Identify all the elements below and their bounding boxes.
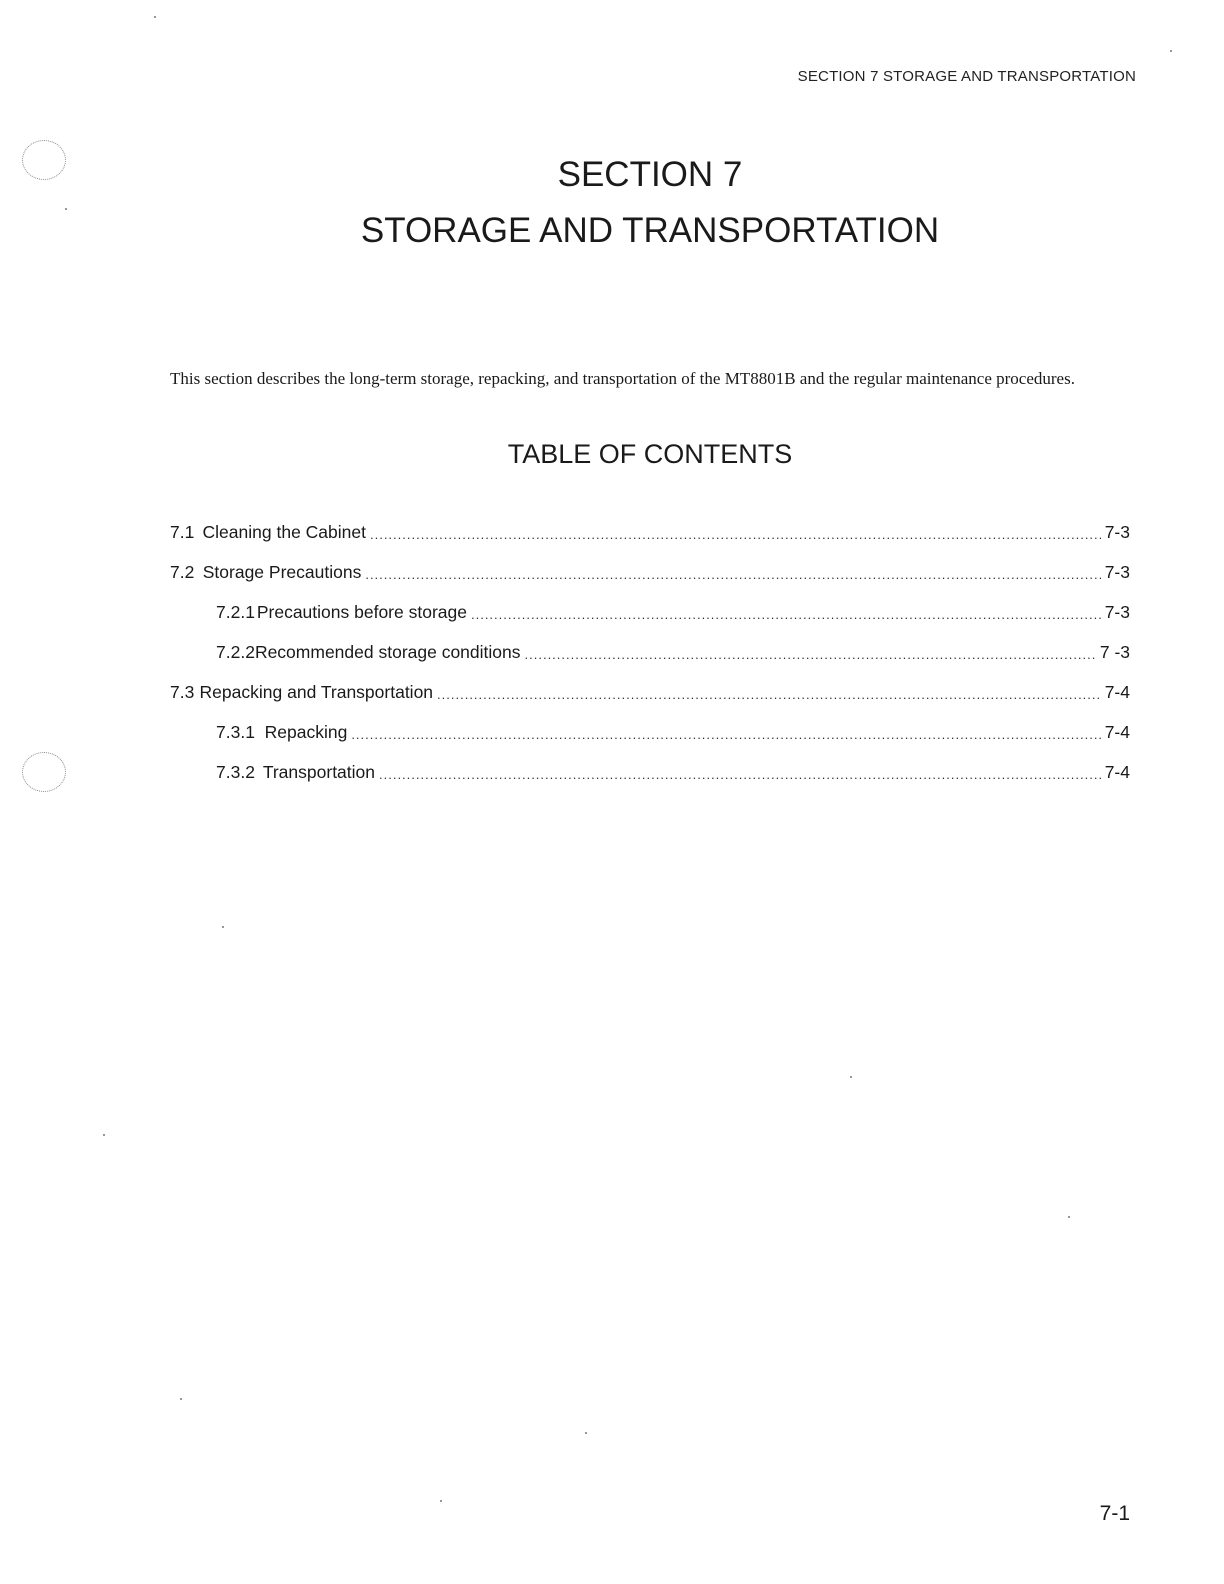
toc-entry-label: Storage Precautions xyxy=(202,561,362,582)
toc-entry-label: Precautions before storage xyxy=(256,601,467,622)
toc-entry-number: 7.2.2 xyxy=(216,641,255,662)
toc-entry-page: 7-4 xyxy=(1104,761,1130,782)
scan-speck xyxy=(585,1432,587,1434)
scan-speck xyxy=(1068,1216,1070,1218)
toc-entry-label: Cleaning the Cabinet xyxy=(202,521,366,542)
title-block xyxy=(0,152,1224,254)
toc-entry-label: Repacking xyxy=(264,721,348,742)
toc-entry-page: 7-3 xyxy=(1104,601,1130,622)
toc-entry-number: 7.2 xyxy=(170,561,195,582)
toc-entry-7-3[interactable] xyxy=(170,672,1130,712)
toc-entry-7-2[interactable] xyxy=(170,552,1130,592)
scan-speck xyxy=(103,1134,105,1136)
toc-entry-page: 7-4 xyxy=(1104,681,1130,702)
toc-entry-number: 7.3.2 xyxy=(216,761,255,782)
scan-speck xyxy=(1170,50,1172,52)
toc-entry-label: Repacking and Transportation xyxy=(199,681,434,702)
scan-speck xyxy=(180,1398,182,1400)
scan-speck xyxy=(222,926,224,928)
toc-entry-7-3-1[interactable] xyxy=(170,712,1130,752)
toc-entry-page: 7 -3 xyxy=(1099,641,1130,662)
toc-entry-7-3-2[interactable] xyxy=(170,752,1130,792)
section-number: SECTION 7 xyxy=(557,155,743,194)
scan-speck xyxy=(440,1500,442,1502)
page-number: 7-1 xyxy=(1099,1502,1130,1525)
scan-punch-hole-mark xyxy=(22,752,66,792)
running-header: SECTION 7 STORAGE AND TRANSPORTATION xyxy=(797,68,1136,85)
toc-leader-dots xyxy=(437,687,1101,702)
toc-entry-7-2-2[interactable] xyxy=(170,632,1130,672)
toc-entry-label: Transportation xyxy=(262,761,375,782)
intro-paragraph: This section describes the long-term storage, repacking, and transportation of the MT8801B and the regular maintenance procedures. xyxy=(170,369,1075,388)
toc-entry-page: 7-3 xyxy=(1104,561,1130,582)
scan-speck xyxy=(850,1076,852,1078)
toc-entry-number: 7.3.1 xyxy=(216,721,255,742)
scan-speck xyxy=(154,16,156,18)
toc-entry-number: 7.3 xyxy=(170,681,195,702)
scan-speck xyxy=(65,208,67,210)
toc-entry-number: 7.1 xyxy=(170,521,195,542)
toc-entry-7-2-1[interactable] xyxy=(170,592,1130,632)
table-of-contents xyxy=(170,512,1130,792)
toc-leader-dots xyxy=(365,567,1100,582)
toc-entry-number: 7.2.1 xyxy=(216,601,255,622)
toc-entry-label: Recommended storage conditions xyxy=(254,641,521,662)
toc-leader-dots xyxy=(471,607,1101,622)
scan-punch-hole-mark xyxy=(22,140,66,180)
toc-heading xyxy=(0,437,1224,471)
toc-leader-dots xyxy=(379,767,1101,782)
toc-leader-dots xyxy=(370,527,1101,542)
toc-entry-7-1[interactable] xyxy=(170,512,1130,552)
section-title: STORAGE AND TRANSPORTATION xyxy=(360,211,940,250)
toc-leader-dots xyxy=(525,647,1096,662)
toc-heading-text: TABLE OF CONTENTS xyxy=(507,439,793,469)
toc-entry-page: 7-4 xyxy=(1104,721,1130,742)
toc-entry-page: 7-3 xyxy=(1104,521,1130,542)
toc-leader-dots xyxy=(351,727,1100,742)
